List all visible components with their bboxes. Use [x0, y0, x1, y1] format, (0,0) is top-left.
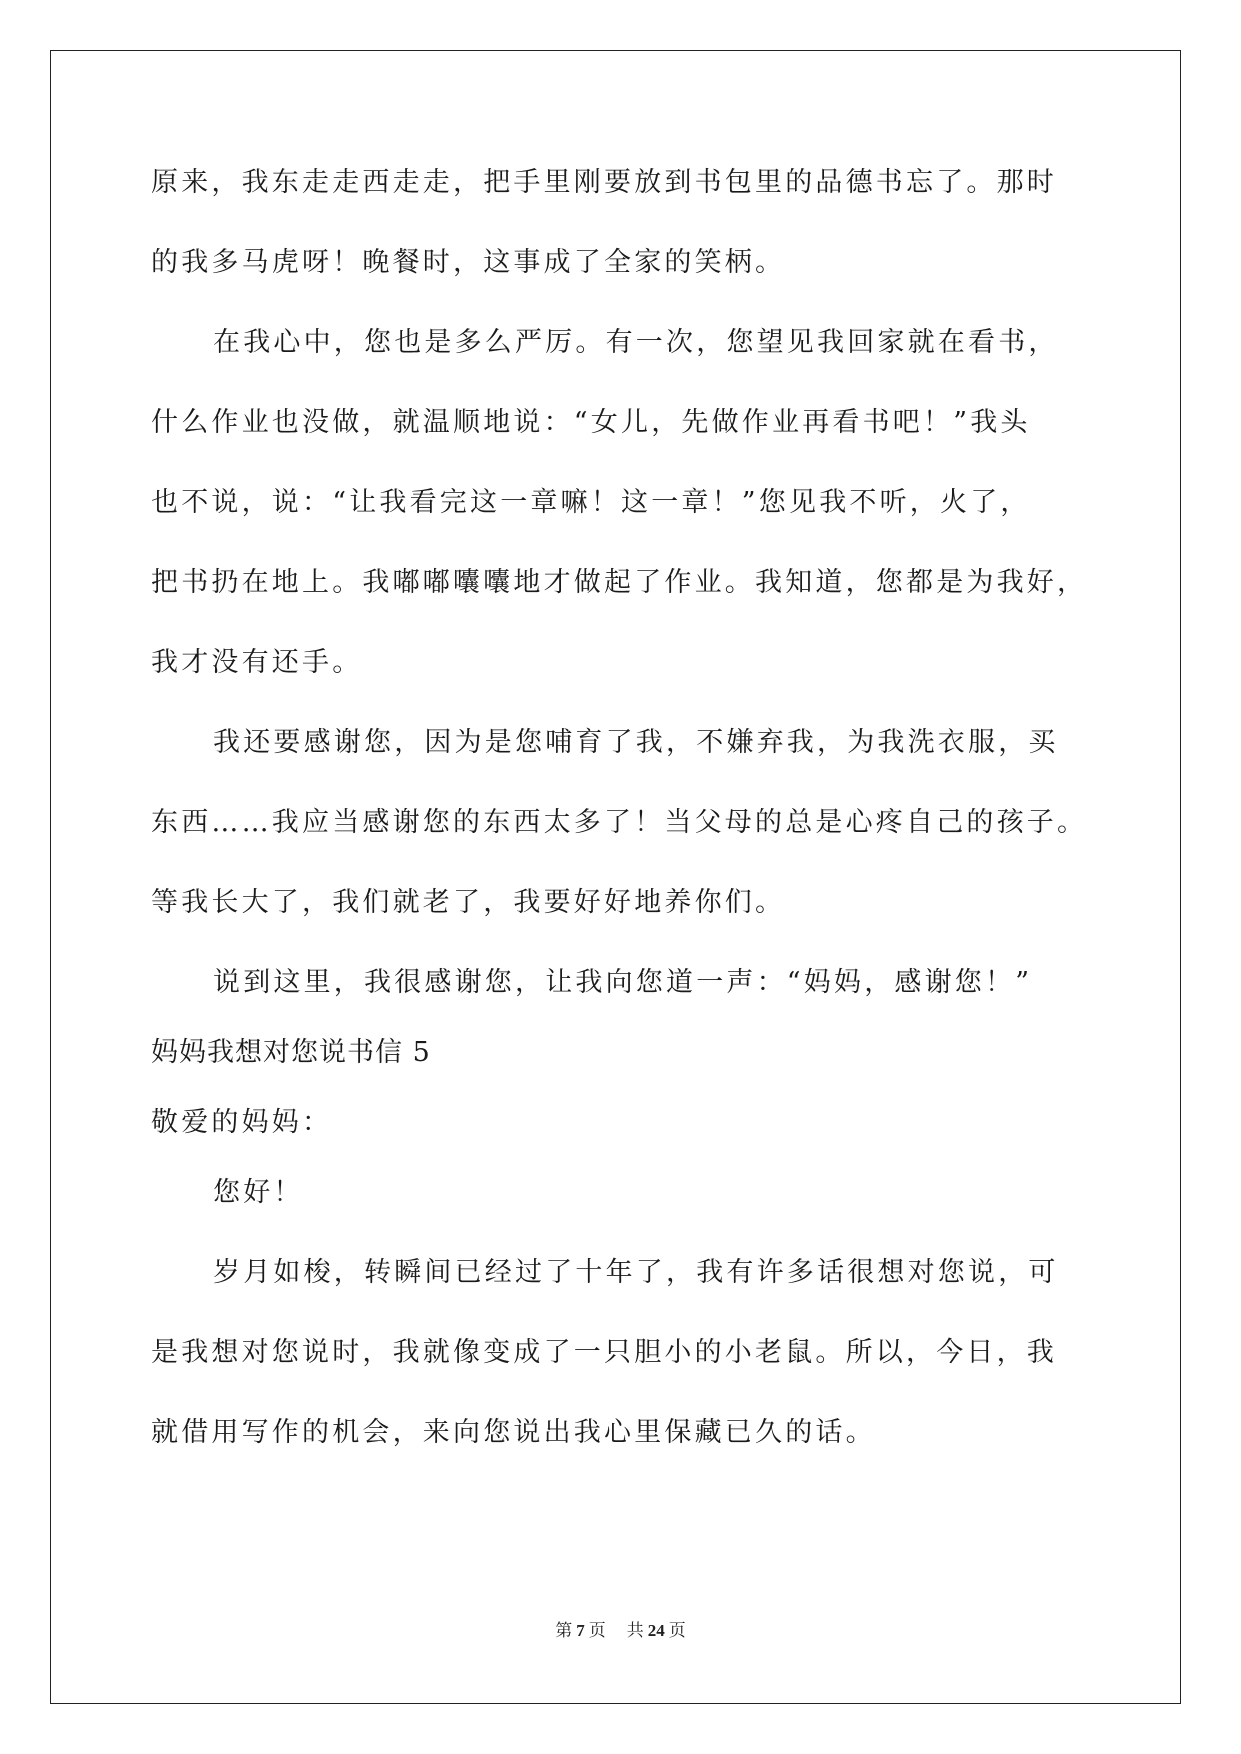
paragraph-line: 等我长大了，我们就老了，我要好好地养你们。 [151, 887, 786, 918]
paragraph-line: 也不说，说：“让我看完这一章嘛！这一章！”您见我不听，火了， [151, 487, 1031, 518]
paragraph-line: 在我心中，您也是多么严厉。有一次，您望见我回家就在看书， [213, 327, 1059, 358]
document-body [151, 163, 1091, 1453]
paragraph-line: 是我想对您说时，我就像变成了一只胆小的小老鼠。所以，今日，我 [151, 1337, 1057, 1368]
page-unit: 页 [588, 1621, 606, 1640]
paragraph-line: 东西……我应当感谢您的东西太多了！当父母的总是心疼自己的孩子。 [151, 807, 1088, 838]
paragraph-line: 说到这里，我很感谢您，让我向您道一声：“妈妈，感谢您！” [213, 967, 1033, 998]
paragraph-line: 把书扔在地上。我嘟嘟囔囔地才做起了作业。我知道，您都是为我好， [151, 567, 1088, 598]
salutation: 敬爱的妈妈： [151, 1107, 333, 1138]
greeting: 您好！ [213, 1177, 304, 1208]
page-prefix: 第 [555, 1621, 573, 1640]
paragraph-line: 我还要感谢您，因为是您哺育了我，不嫌弃我，为我洗衣服，买 [213, 727, 1059, 758]
paragraph-line: 原来，我东走走西走走，把手里刚要放到书包里的品德书忘了。那时 [151, 167, 1057, 198]
page-number: 7 [576, 1621, 585, 1640]
paragraph-line: 我才没有还手。 [151, 647, 363, 678]
paragraph-line: 的我多马虎呀！晚餐时，这事成了全家的笑柄。 [151, 247, 786, 278]
paragraph-line: 就借用写作的机会，来向您说出我心里保藏已久的话。 [151, 1417, 876, 1448]
paragraph-line: 岁月如梭，转瞬间已经过了十年了，我有许多话很想对您说，可 [213, 1257, 1059, 1288]
page-footer [0, 1616, 1241, 1641]
section-heading: 妈妈我想对您说书信 5 [151, 1037, 431, 1068]
total-pages: 24 [647, 1621, 665, 1640]
total-unit: 页 [668, 1621, 686, 1640]
total-prefix: 共 [626, 1621, 644, 1640]
paragraph-line: 什么作业也没做，就温顺地说：“女儿，先做作业再看书吧！”我头 [151, 407, 1031, 438]
